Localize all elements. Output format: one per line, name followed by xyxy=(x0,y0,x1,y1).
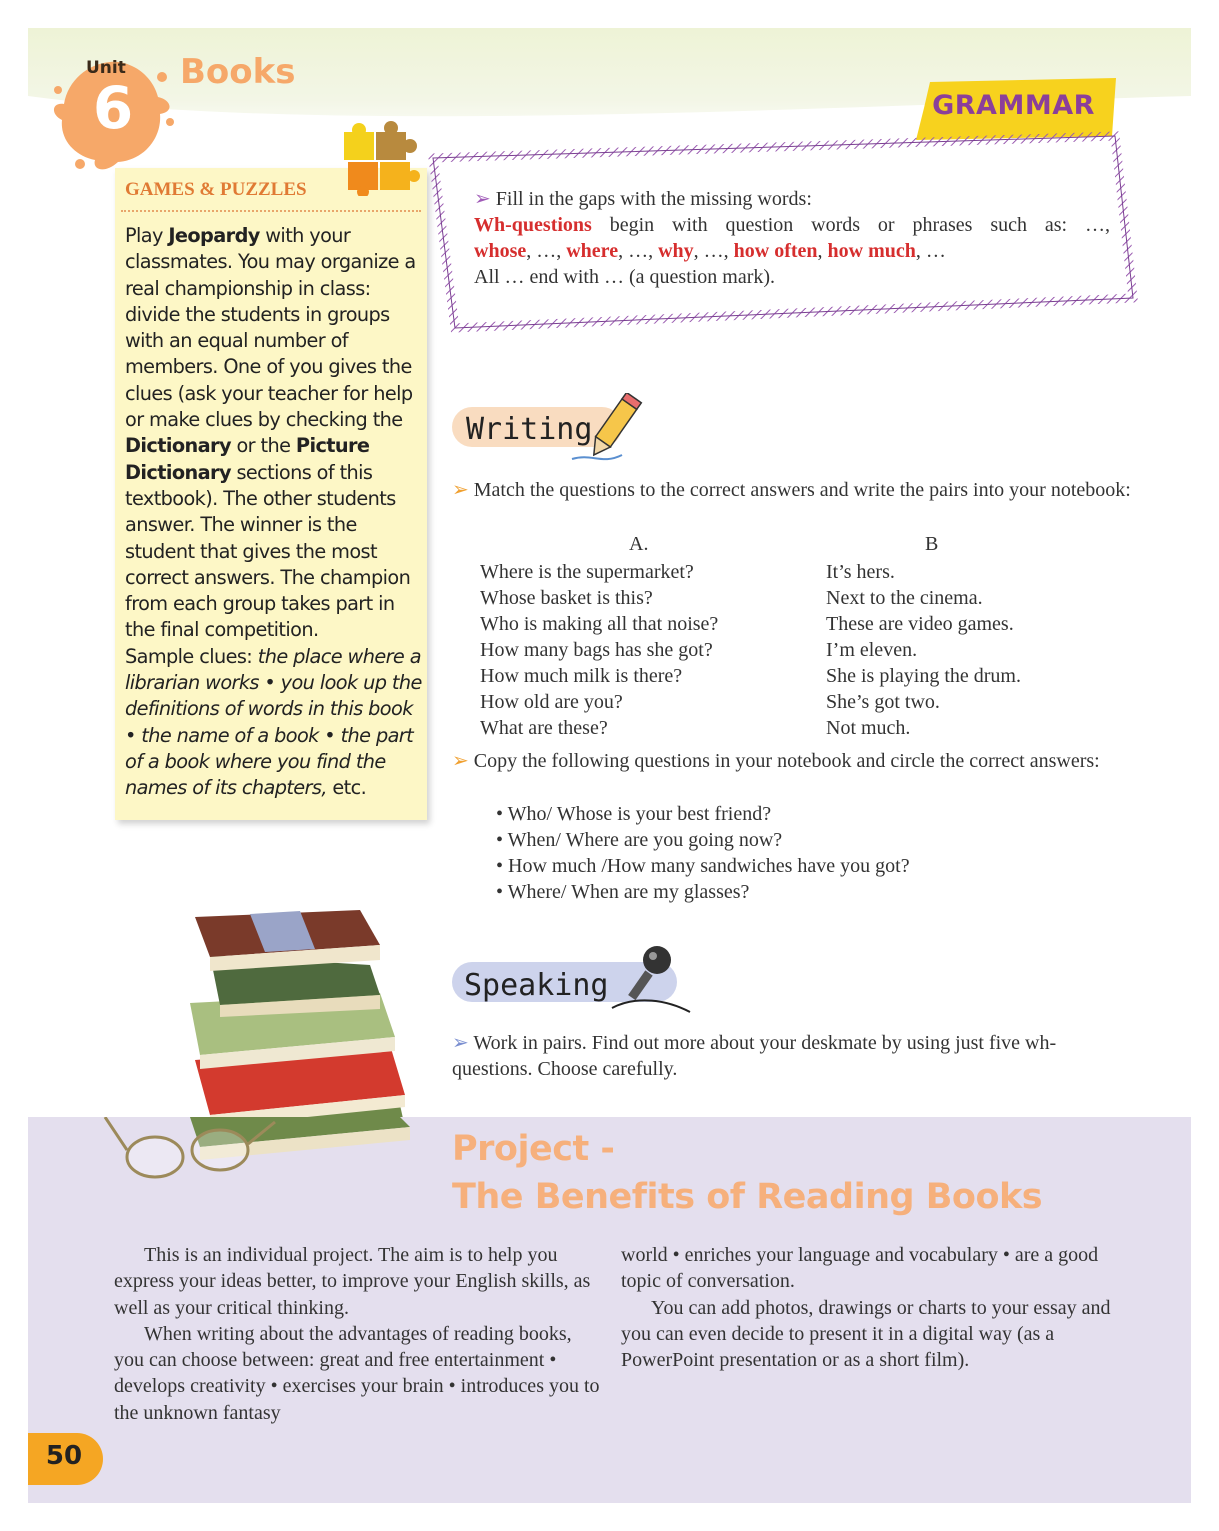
column-b-list xyxy=(826,559,1021,741)
writing-label: Writing xyxy=(466,412,593,447)
list-item: • Where/ When are my glasses? xyxy=(496,881,750,903)
list-item: How much milk is there? xyxy=(480,665,683,687)
list-item: • Who/ Whose is your best friend? xyxy=(496,803,772,825)
puzzle-pieces-icon xyxy=(340,118,422,196)
page-number: 50 xyxy=(45,1441,83,1471)
grammar-line-3: All … end with … (a question mark). xyxy=(474,266,776,288)
list-item: I’m eleven. xyxy=(826,639,918,661)
games-body: Play Jeopardy with your classmates. You may organize a real championship in class: divide the students in groups with an equal number of members. One of you gives the clues (ask your teacher for help or make clues by checking the Dictionary or the Picture Dictionary sections of this textbook). The other students answer. The winner is the student that gives the most correct answers. The champion from each group takes part in the final competition. Sample clues: the place where a librarian works • you look up the definitions of words in this book • the name of a book • the part of a book where you find the names of its chapters, etc. xyxy=(125,224,422,800)
list-item: Where is the supermarket? xyxy=(480,561,694,583)
list-item: • When/ Where are you going now? xyxy=(496,829,783,851)
paragraph: When writing about the advantages of reading books, you can choose between: great and free entertainment • develops creativity • exercises your brain • introduces you to the unknown fantasy xyxy=(114,1322,600,1424)
unit-label: Unit xyxy=(86,58,126,78)
list-item: These are video games. xyxy=(826,613,1014,635)
list-item: Not much. xyxy=(826,717,911,739)
grammar-label: GRAMMAR xyxy=(932,90,1095,121)
games-title: GAMES & PUZZLES xyxy=(125,179,307,200)
project-title-line-1: Project - xyxy=(452,1129,615,1169)
paragraph: world • enriches your language and vocabulary • are a good topic of conversation. xyxy=(621,1244,1099,1293)
list-item: • How much /How many sandwiches have you got? xyxy=(496,855,910,877)
list-item: Who is making all that noise? xyxy=(480,613,719,635)
project-right-column xyxy=(621,1242,1111,1373)
grammar-line-2: whose, …, where, …, why, …, how often, how much, … xyxy=(474,240,946,262)
arrow-icon: ➢ xyxy=(452,1032,474,1054)
speaking-label: Speaking xyxy=(464,968,609,1003)
games-title-divider xyxy=(121,210,421,212)
list-item: Next to the cinema. xyxy=(826,587,983,609)
arrow-icon: ➢ xyxy=(452,750,474,772)
writing-instruction: ➢ Match the questions to the correct answers and write the pairs into your notebook: xyxy=(452,479,1131,501)
column-a-list xyxy=(480,559,718,741)
list-item: It’s hers. xyxy=(826,561,895,583)
grammar-instruction: ➢ Fill in the gaps with the missing words: xyxy=(474,188,812,210)
list-item: Whose basket is this? xyxy=(480,587,653,609)
project-left-column xyxy=(114,1242,600,1426)
speaking-instruction: ➢ Work in pairs. Find out more about your deskmate by using just five wh-questions. Choose carefully. xyxy=(452,1032,1057,1080)
paragraph: This is an individual project. The aim is to help you express your ideas better, to improve your English skills, as well as your critical thinking. xyxy=(114,1244,591,1319)
copy-instruction: ➢ Copy the following questions in your notebook and circle the correct answers: xyxy=(452,750,1100,772)
paragraph: You can add photos, drawings or charts to your essay and you can even decide to present it in a digital way (as a PowerPoint presentation or as a short film). xyxy=(621,1296,1111,1372)
column-a-heading: A. xyxy=(629,533,649,555)
unit-title: Books xyxy=(180,52,296,92)
unit-number: 6 xyxy=(92,74,134,142)
list-item: How old are you? xyxy=(480,691,623,713)
list-item: What are these? xyxy=(480,717,608,739)
grammar-content xyxy=(474,186,1110,290)
list-item: How many bags has she got? xyxy=(480,639,713,661)
list-item: She’s got two. xyxy=(826,691,940,713)
list-item: She is playing the drum. xyxy=(826,665,1021,687)
project-title xyxy=(452,1125,1152,1221)
arrow-icon: ➢ xyxy=(474,188,496,210)
grammar-line-1: Wh-questions begin with question words or phrases such as: …, xyxy=(474,214,1110,236)
project-title-line-2: The Benefits of Reading Books xyxy=(452,1177,1043,1217)
arrow-icon: ➢ xyxy=(452,479,474,501)
question-bullets xyxy=(496,801,910,905)
books-stack-overlap xyxy=(100,1117,430,1205)
column-b-heading: B xyxy=(925,533,939,555)
